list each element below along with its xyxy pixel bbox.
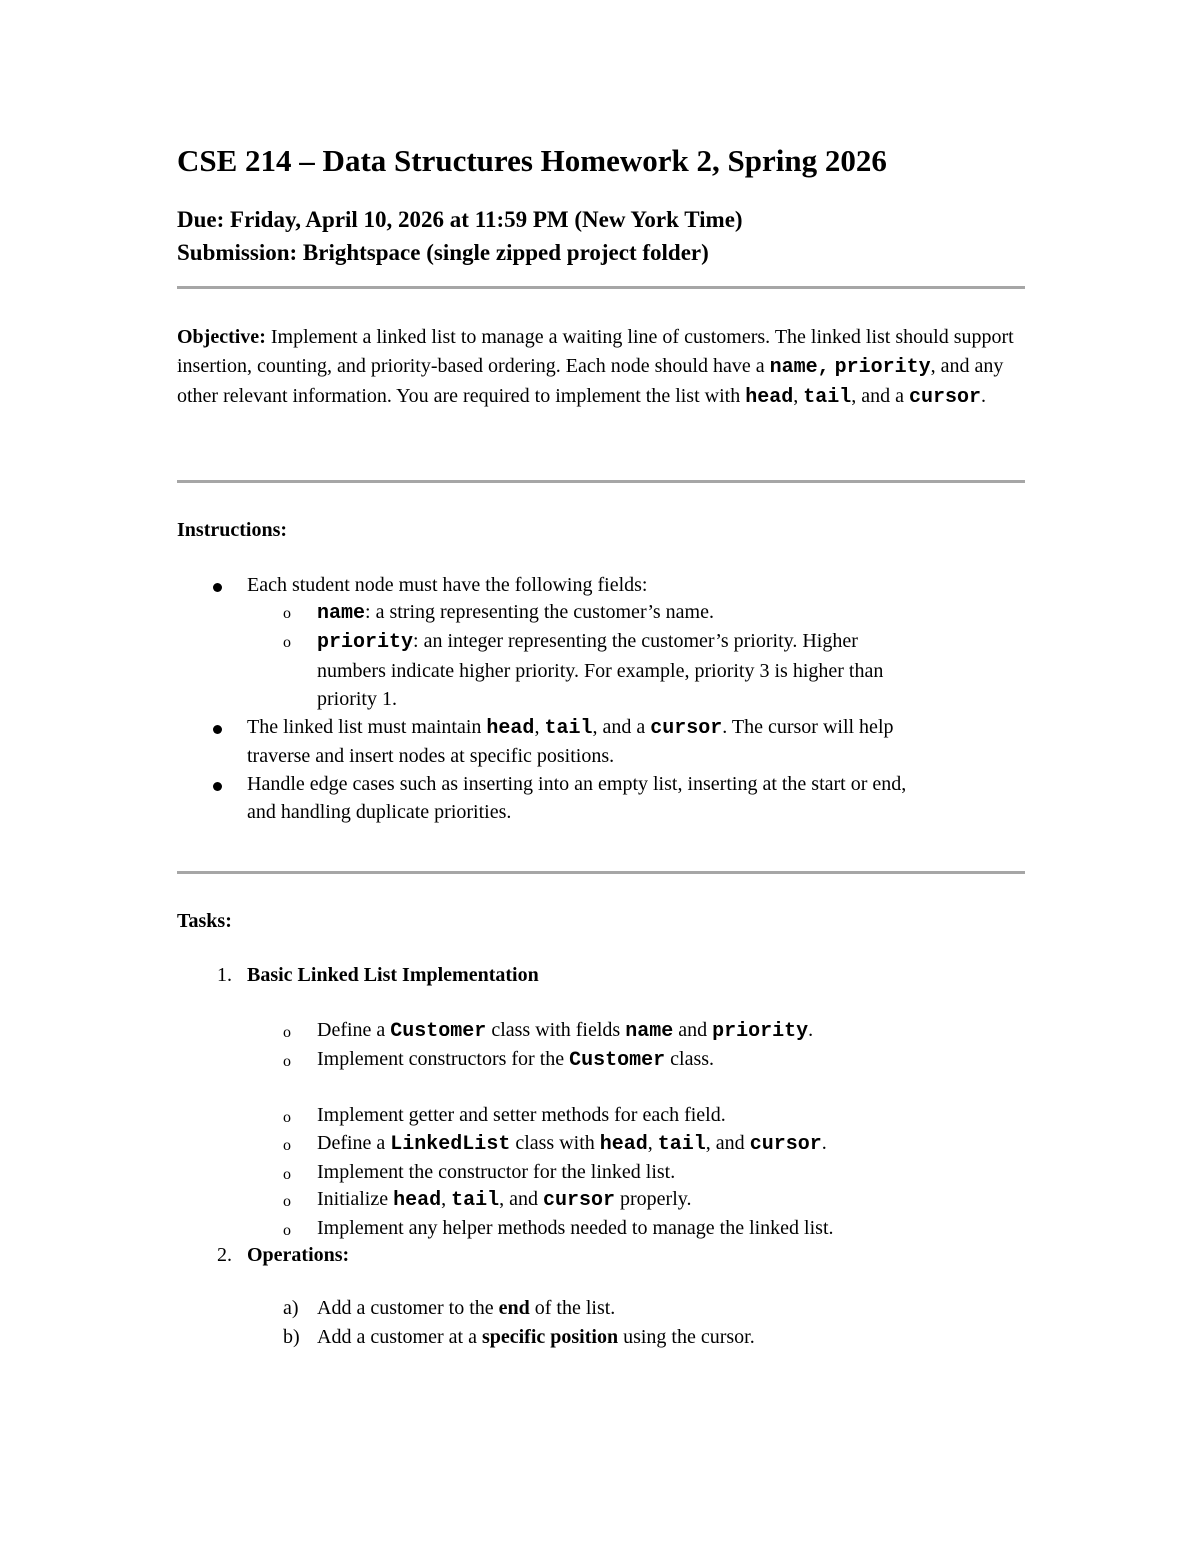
sub-bullet-icon: o bbox=[283, 1137, 291, 1154]
bullet-icon bbox=[213, 583, 222, 592]
item-text: , bbox=[534, 716, 545, 738]
submission-info: Submission: Brightspace (single zipped project folder) bbox=[177, 240, 709, 265]
instruction-subitem bbox=[317, 630, 858, 654]
bullet-icon bbox=[213, 725, 222, 734]
item-text: . The cursor will help bbox=[722, 716, 894, 738]
sub-bullet-icon: o bbox=[283, 605, 291, 622]
list-letter: b) bbox=[283, 1326, 300, 1348]
item-text: traverse and insert nodes at specific positions. bbox=[247, 745, 615, 767]
item-emphasis: end bbox=[498, 1297, 530, 1319]
list-number: 1. bbox=[217, 964, 232, 986]
code-customer: Customer bbox=[569, 1049, 666, 1072]
sub-bullet-icon: o bbox=[283, 634, 291, 651]
task-item: Implement the constructor for the linked list. bbox=[317, 1161, 676, 1183]
code-head: head bbox=[599, 1133, 648, 1156]
item-text: , bbox=[441, 1188, 452, 1210]
code-cursor: cursor bbox=[749, 1133, 822, 1156]
item-text: Add a customer at a bbox=[317, 1326, 482, 1348]
instructions-heading: Instructions: bbox=[177, 519, 288, 541]
instruction-subitem bbox=[317, 601, 714, 625]
item-text: class with bbox=[510, 1132, 600, 1154]
code-tail: tail bbox=[544, 717, 593, 740]
task-title: Basic Linked List Implementation bbox=[247, 964, 539, 986]
task-item bbox=[317, 1019, 813, 1043]
code-cursor: cursor bbox=[909, 386, 982, 409]
item-emphasis: specific position bbox=[481, 1326, 619, 1348]
code-head: head bbox=[486, 717, 535, 740]
instruction-item bbox=[247, 716, 894, 740]
code-head: head bbox=[393, 1189, 442, 1212]
item-text: . bbox=[821, 1132, 827, 1154]
task-item bbox=[317, 1188, 691, 1212]
sub-bullet-icon: o bbox=[283, 1053, 291, 1070]
objective-text: , and a bbox=[851, 385, 909, 407]
item-text: properly. bbox=[615, 1188, 692, 1210]
item-text: Define a bbox=[317, 1132, 391, 1154]
task-item bbox=[317, 1048, 714, 1072]
objective-label: Objective: bbox=[177, 326, 266, 348]
item-text: class. bbox=[665, 1048, 715, 1070]
due-date: Due: Friday, April 10, 2026 at 11:59 PM (New York Time) bbox=[177, 207, 743, 232]
code-priority: priority bbox=[317, 631, 414, 654]
sub-bullet-icon: o bbox=[283, 1024, 291, 1041]
item-text: Add a customer to the bbox=[317, 1297, 499, 1319]
code-tail: tail bbox=[451, 1189, 500, 1212]
objective-text: . bbox=[981, 385, 987, 407]
subitem-text: priority 1. bbox=[317, 688, 397, 710]
code-cursor: cursor bbox=[543, 1189, 616, 1212]
code-name: name bbox=[317, 602, 366, 625]
list-number: 2. bbox=[217, 1244, 232, 1266]
code-priority: priority bbox=[834, 355, 931, 379]
code-tail: tail bbox=[803, 386, 852, 409]
item-text: . bbox=[808, 1019, 814, 1041]
operation-item bbox=[317, 1326, 755, 1349]
task-item: Implement getter and setter methods for each field. bbox=[317, 1104, 726, 1126]
code-name: name bbox=[625, 1020, 674, 1043]
item-text: and handling duplicate priorities. bbox=[247, 801, 512, 823]
task-title: Operations: bbox=[247, 1244, 350, 1266]
task-item: Implement any helper methods needed to manage the linked list. bbox=[317, 1217, 834, 1239]
item-text: , bbox=[647, 1132, 658, 1154]
item-text: Initialize bbox=[317, 1188, 394, 1210]
page-title: CSE 214 – Data Structures Homework 2, Spring 2026 bbox=[177, 143, 887, 178]
sub-bullet-icon: o bbox=[283, 1222, 291, 1239]
subitem-text: numbers indicate higher priority. For example, priority 3 is higher than bbox=[317, 660, 884, 682]
instruction-item: Each student node must have the following fields: bbox=[247, 574, 648, 596]
objective-text: , and any other relevant information. You are required to implement the list with bbox=[177, 354, 1004, 407]
code-head: head bbox=[745, 386, 794, 409]
item-text: class with fields bbox=[486, 1019, 626, 1041]
subitem-text: : an integer representing the customer’s priority. Higher bbox=[413, 630, 858, 652]
code-cursor: cursor bbox=[650, 717, 723, 740]
item-text: The linked list must maintain bbox=[247, 716, 487, 738]
objective-text: Implement a linked list to manage a waiting line of customers. The linked list should support insertion, counting, and priority-based ordering. Each node should have a bbox=[177, 326, 1014, 377]
subitem-text: : a string representing the customer’s name. bbox=[365, 601, 714, 623]
code-linkedlist: LinkedList bbox=[390, 1133, 511, 1156]
objective-paragraph bbox=[177, 323, 1027, 413]
code-priority: priority bbox=[712, 1020, 809, 1043]
item-text: and bbox=[673, 1019, 713, 1041]
tasks-heading: Tasks: bbox=[177, 910, 232, 932]
divider bbox=[177, 286, 1025, 289]
code-name: name, bbox=[769, 355, 830, 379]
sub-bullet-icon: o bbox=[283, 1193, 291, 1210]
divider bbox=[177, 480, 1025, 483]
code-customer: Customer bbox=[390, 1020, 487, 1043]
task-item bbox=[317, 1132, 827, 1156]
item-text: of the list. bbox=[529, 1297, 616, 1319]
item-text: Implement constructors for the bbox=[317, 1048, 570, 1070]
instruction-item: Handle edge cases such as inserting into an empty list, inserting at the start or end, bbox=[247, 773, 907, 795]
item-text: , and bbox=[705, 1132, 750, 1154]
code-tail: tail bbox=[657, 1133, 706, 1156]
item-text: , and a bbox=[592, 716, 651, 738]
sub-bullet-icon: o bbox=[283, 1166, 291, 1183]
objective-text: , bbox=[793, 385, 804, 407]
item-text: using the cursor. bbox=[618, 1326, 755, 1348]
sub-bullet-icon: o bbox=[283, 1109, 291, 1126]
bullet-icon bbox=[213, 782, 222, 791]
list-letter: a) bbox=[283, 1297, 299, 1319]
item-text: Define a bbox=[317, 1019, 391, 1041]
operation-item bbox=[317, 1297, 615, 1320]
item-text: , and bbox=[499, 1188, 543, 1210]
divider bbox=[177, 871, 1025, 874]
